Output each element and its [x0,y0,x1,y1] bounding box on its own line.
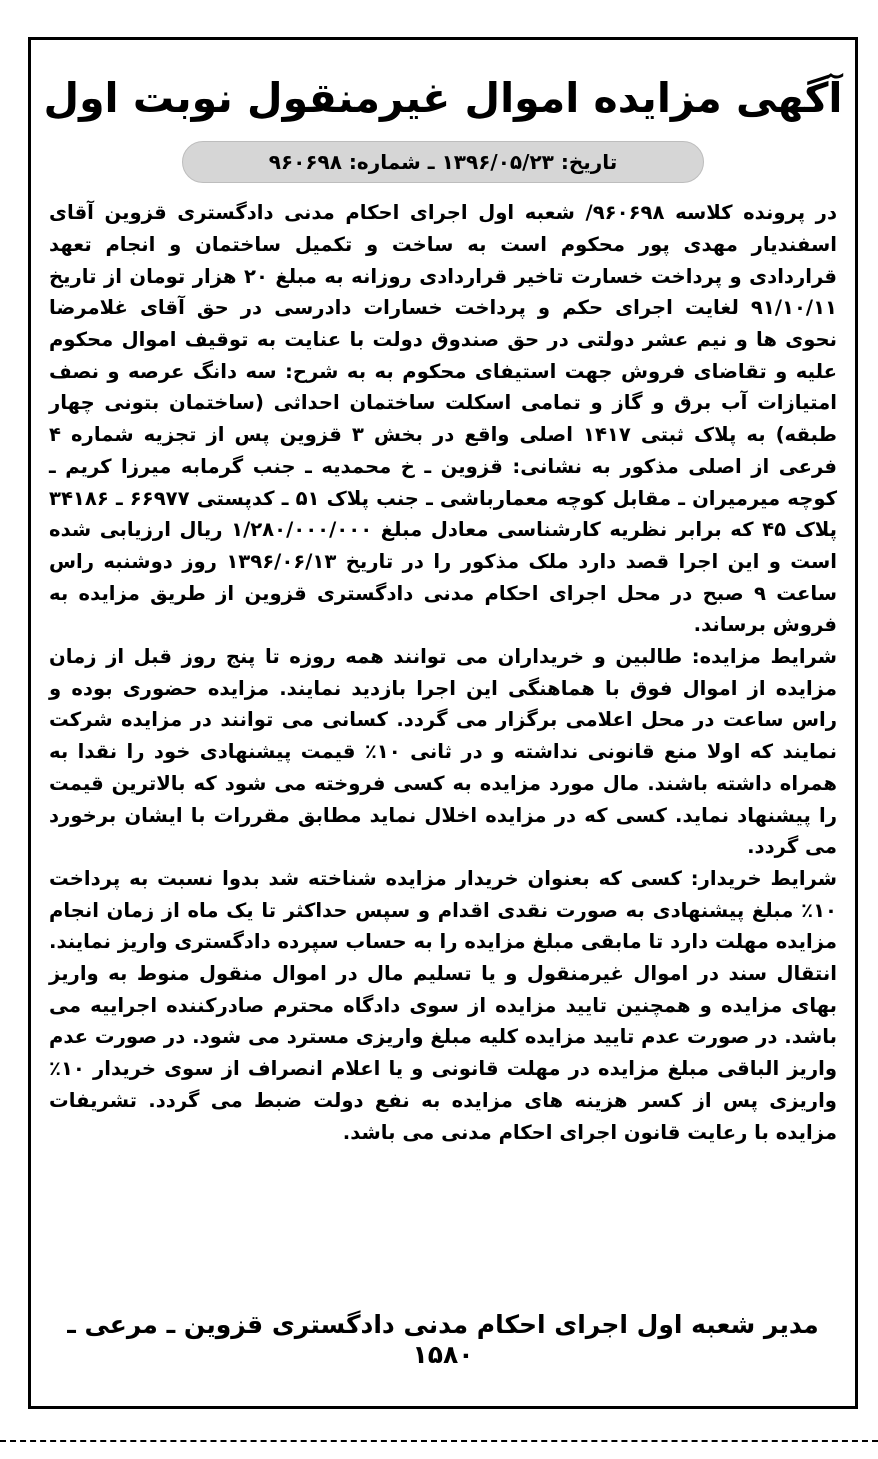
auction-conditions-paragraph: شرایط مزایده: طالبین و خریداران می توانند همه روزه تا پنج روز قبل از زمان مزایده از اموال فوق با هماهنگی این اجرا بازدید نمایند. مزایده حضوری بوده و راس ساعت در محل اعلامی برگزار می گردد. کسانی می توانند در مزایده شرکت نمایند که اولا منع قانونی نداشته و در ثانی ۱۰٪ قیمت پیشنهادی خود را نقدا به همراه داشته باشند. مال مورد مزایده به کسی فروخته می شود که بالاترین قیمت را پیشنهاد نماید. کسی که در مزایده اخلال نماید مطابق مقررات با ایشان برخورد می گردد. [49,645,837,859]
buyer-conditions-paragraph: شرایط خریدار: کسی که بعنوان خریدار مزایده شناخته شد بدوا نسبت به پرداخت ۱۰٪ مبلغ پیشنهادی به صورت نقدی اقدام و سپس حداکثر تا یک ماه از زمان انجام مزایده مهلت دارد تا مابقی مبلغ مزایده را به حساب سپرده دادگستری واریز نمایند. انتقال سند در اموال غیرمنقول و یا تسلیم مال در اموال منقول منوط به واریز بهای مزایده و همچنین تایید مزایده از سوی دادگاه محترم صادرکننده اجراییه می باشد. در صورت عدم تایید مزایده کلیه مبلغ واریزی مسترد می شود. در صورت عدم واریز الباقی مبلغ مزایده در مهلت قانونی و یا اعلام انصراف از سوی خریدار ۱۰٪ واریزی پس از کسر هزینه های مزایده به نفع دولت ضبط می گردد. تشریفات مزایده با رعایت قانون اجرای احکام مدنی می باشد. [49,866,837,1144]
date-number-line: تاریخ: ۱۳۹۶/۰۵/۲۳ ـ شماره: ۹۶۰۶۹۸ [182,141,704,183]
cut-line [0,1440,878,1442]
notice-body [43,197,843,1148]
notice-content [43,52,843,1394]
main-paragraph: در پرونده کلاسه ۹۶۰۶۹۸/ شعبه اول اجرای احکام مدنی دادگستری قزوین آقای اسفندیار مهدی پور محکوم است به ساخت و تکمیل ساختمان و انجام تعهد قراردادی و پرداخت خسارت تاخیر قراردادی روزانه به مبلغ ۲۰ هزار تومان از تاریخ ۹۱/۱۰/۱۱ لغایت اجرای حکم و پرداخت خسارات دادرسی در حق آقای غلامرضا نحوی ها و نیم عشر دولتی در حق صندوق دولت با عنایت به توقیف اموال محکوم علیه و تقاضای فروش جهت استیفای محکوم به به شرح: سه دانگ عرصه و نصف امتیازات آب برق و گاز و تمامی اسکلت ساختمان احداثی (ساختمان بتونی چهار طبقه) به پلاک ثبتی ۱۴۱۷ اصلی واقع در بخش ۳ قزوین پس از تجزیه شماره ۴ فرعی از اصلی مذکور به نشانی: قزوین ـ خ محمدیه ـ جنب گرمابه میرزا کریم ـ کوچه میرمیران ـ مقابل کوچه معمارباشی ـ جنب پلاک ۵۱ ـ کدپستی ۶۶۹۷۷ ـ ۳۴۱۸۶ پلاک ۴۵ که برابر نظریه کارشناسی معادل مبلغ ۱/۲۸۰/۰۰۰/۰۰۰ ریال ارزیابی شده است و این اجرا قصد دارد ملک مذکور را در تاریخ ۱۳۹۶/۰۶/۱۳ روز دوشنبه راس ساعت ۹ صبح در محل اجرای احکام مدنی دادگستری قزوین از طریق مزایده به فروش برساند. [49,201,837,637]
notice-signature: مدیر شعبه اول اجرای احکام مدنی دادگستری قزوین ـ مرعی ـ ۱۵۸۰ [67,1310,819,1369]
notice-title: آگهی مزایده اموال غیرمنقول نوبت اول [43,74,843,122]
notice-frame [28,37,858,1409]
